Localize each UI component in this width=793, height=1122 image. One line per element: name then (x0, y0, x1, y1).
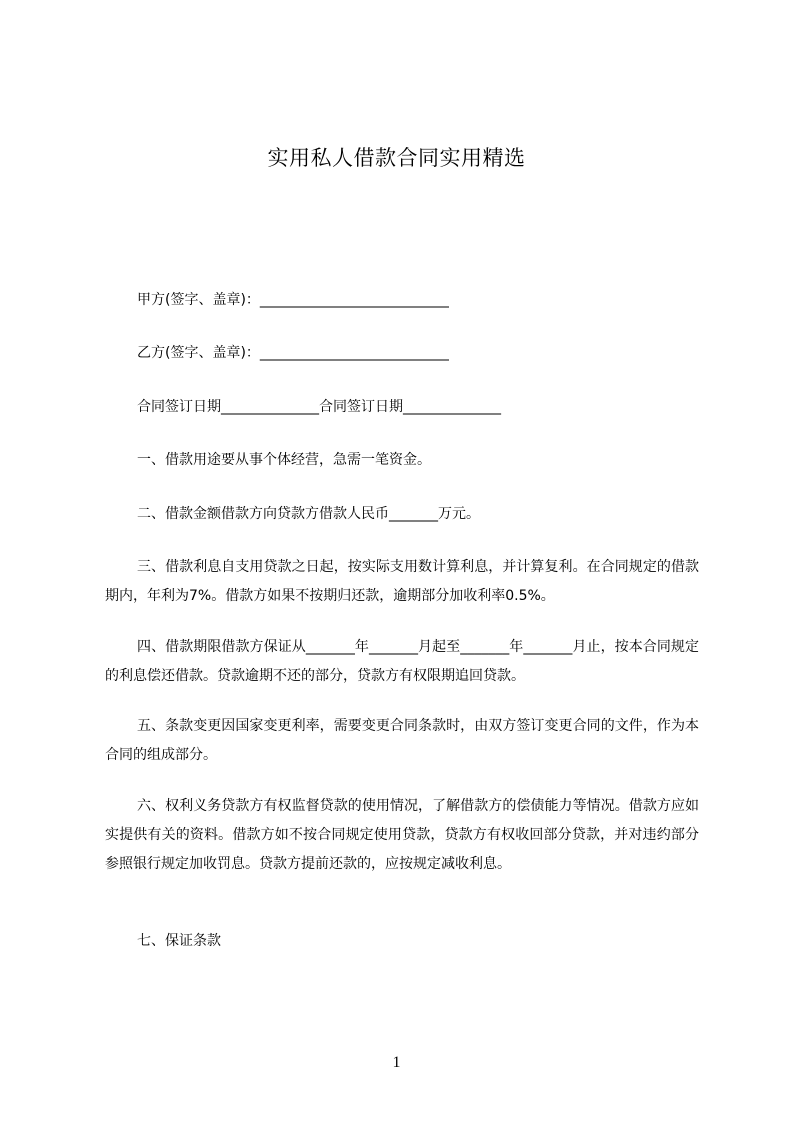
clause-2-amount: 二、借款金额借款方向贷款方借款人民币_______万元。 (137, 506, 480, 522)
clause-5-amendment: 五、条款变更因国家变更利率，需要变更合同条款时，由双方签订变更合同的文件，作为本合同的组成部分。 (105, 718, 699, 763)
page-number: 1 (392, 1054, 401, 1071)
clause-1-purpose: 一、借款用途要从事个体经营，急需一笔资金。 (137, 452, 431, 468)
clause-7-guarantee: 七、保证条款 (137, 933, 221, 949)
party-a-signature-line: 甲方(签字、盖章)：___________________________ (137, 292, 449, 308)
signing-date-line: 合同签订日期______________合同签订日期______________ (137, 399, 501, 415)
clause-4-term: 四、借款期限借款方保证从_______年_______月起至_______年_______月止，按本合同规定的利息偿还借款。贷款逾期不还的部分，贷款方有权限期追回贷款。 (105, 639, 699, 684)
clause-6-rights-obligations: 六、权利义务贷款方有权监督贷款的使用情况，了解借款方的偿债能力等情况。借款方应如实提供有关的资料。借款方如不按合同规定使用贷款，贷款方有权收回部分贷款，并对违约部分参照银行规定加收罚息。贷款方提前还款的，应按规定减收利息。 (105, 798, 699, 872)
document-title: 实用私人借款合同实用精选 (267, 146, 526, 170)
clause-3-interest: 三、借款利息自支用贷款之日起，按实际支用数计算利息，并计算复利。在合同规定的借款期内，年利为7%。借款方如果不按期归还款，逾期部分加收利率0.5%。 (105, 559, 699, 604)
party-b-signature-line: 乙方(签字、盖章)：___________________________ (137, 345, 449, 361)
